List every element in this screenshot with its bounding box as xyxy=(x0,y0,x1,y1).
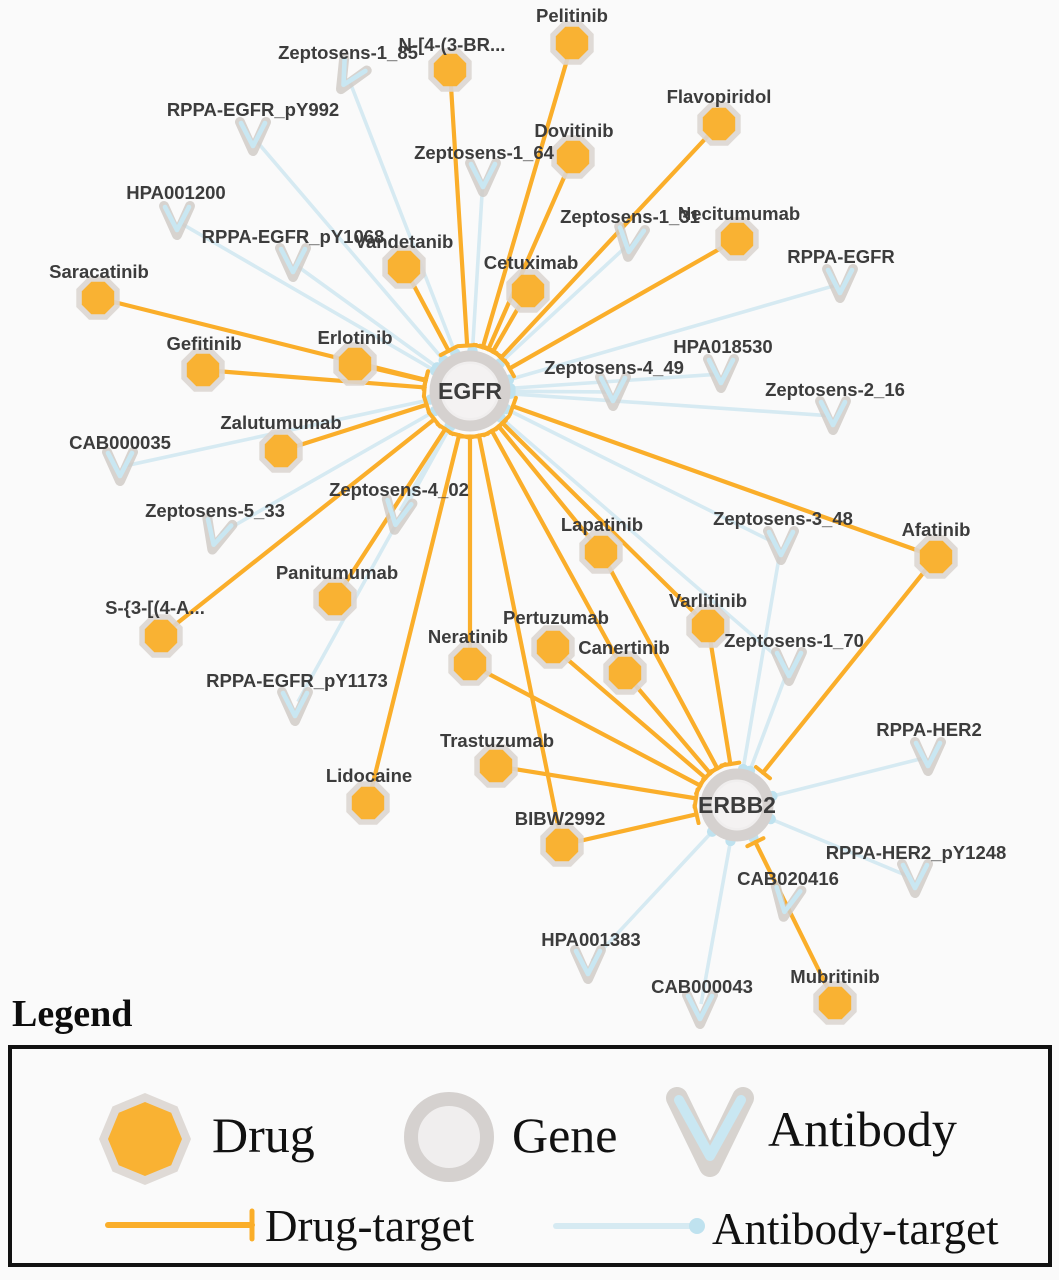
antibody-target-edge[interactable] xyxy=(510,391,607,392)
drug-node-S-{3-[(4-A...[interactable] xyxy=(139,614,182,657)
drug-octagon[interactable] xyxy=(82,282,114,314)
drug-node-Mubritinib[interactable] xyxy=(813,981,856,1024)
drug-node-label: Saracatinib xyxy=(49,261,149,282)
antibody-node-label: CAB000035 xyxy=(69,432,171,453)
drug-target-edge-tbar xyxy=(424,372,428,390)
drug-node-label: Lidocaine xyxy=(325,765,413,786)
drug-octagon[interactable] xyxy=(557,141,589,173)
gene-label: EGFR xyxy=(438,378,502,404)
antibody-node-label: RPPA-EGFR_pY1068 xyxy=(201,226,385,247)
drug-node-Lapatinib[interactable] xyxy=(579,530,622,573)
antibody-node-label: CAB020416 xyxy=(737,868,839,889)
gene-icon xyxy=(398,1086,500,1188)
antibody-node-Zeptosens-5_33[interactable] xyxy=(200,518,233,553)
drug-target-edge[interactable] xyxy=(496,766,696,798)
drug-node-label: BIBW2992 xyxy=(514,808,606,829)
drug-node-Dovitinib[interactable] xyxy=(551,135,594,178)
drug-target-edge[interactable] xyxy=(450,70,467,346)
drug-icon xyxy=(92,1086,198,1192)
drug-octagon[interactable] xyxy=(145,620,177,652)
drug-node-label: N-[4-(3-BR... xyxy=(398,34,506,55)
legend-gene-label: Gene xyxy=(512,1107,618,1163)
antibody-node-Zeptosens-1_64[interactable] xyxy=(470,163,496,192)
antibody-node-RPPA-HER2_pY1248[interactable] xyxy=(902,864,928,893)
drug-node-label: Trastuzumab xyxy=(439,730,555,751)
drug-node-Pertuzumab[interactable] xyxy=(531,625,574,668)
drug-node-label: Necitumumab xyxy=(677,203,801,224)
drug-node-label: Afatinib xyxy=(901,519,971,540)
antibody-icon xyxy=(663,1080,757,1182)
antibody-node-CAB000043[interactable] xyxy=(687,995,713,1024)
drug-octagon[interactable] xyxy=(721,223,753,255)
drug-node-label: Lapatinib xyxy=(560,514,644,535)
antibody-node-Zeptosens-1_70[interactable] xyxy=(776,652,802,681)
antibody-node-label: RPPA-EGFR_pY992 xyxy=(166,99,340,120)
drug-node-label: Dovitinib xyxy=(534,120,614,141)
drug-node-label: Pelitinib xyxy=(536,5,608,26)
drug-node-label: Erlotinib xyxy=(317,327,393,348)
legend-drug-label: Drug xyxy=(212,1107,315,1163)
antibody-node-label: Zeptosens-1_31 xyxy=(560,206,700,227)
drug-node-Panitumumab[interactable] xyxy=(313,577,356,620)
drug-node-label: Panitumumab xyxy=(275,562,399,583)
antibody-chevron-outline xyxy=(330,58,367,96)
antibody-node-RPPA-EGFR_pY1173[interactable] xyxy=(282,692,308,721)
drug-node-Saracatinib[interactable] xyxy=(76,276,119,319)
antibody-node-RPPA-EGFR_pY1068[interactable] xyxy=(280,248,306,277)
drug-node-label: Gefitinib xyxy=(166,333,242,354)
drug-node-label: Cetuximab xyxy=(483,252,579,273)
label-layer xyxy=(49,5,1006,997)
drug-octagon[interactable] xyxy=(352,787,384,819)
antibody-target-edge[interactable] xyxy=(772,758,922,796)
drug-octagon[interactable] xyxy=(480,750,512,782)
antibody-node-label: Zeptosens-1_64 xyxy=(414,142,554,163)
drug-octagon[interactable] xyxy=(388,251,420,283)
drug-node-BIBW2992[interactable] xyxy=(540,823,583,866)
drug-node-Pelitinib[interactable] xyxy=(550,21,593,64)
antibody-node-label: RPPA-HER2_pY1248 xyxy=(825,842,1007,863)
antibody-node-RPPA-HER2[interactable] xyxy=(915,742,941,771)
drug-octagon[interactable] xyxy=(920,541,952,573)
drug-octagon[interactable] xyxy=(585,536,617,568)
drug-node-label: Neratinib xyxy=(427,626,509,647)
drug-target-edge[interactable] xyxy=(763,557,936,773)
antibody-node-HPA001383[interactable] xyxy=(575,950,601,979)
drug-node-Cetuximab[interactable] xyxy=(506,269,549,312)
drug-node-label: Mubritinib xyxy=(790,966,880,987)
antibody-node-Zeptosens-2_16[interactable] xyxy=(820,401,846,430)
antibody-node-label: Zeptosens-5_33 xyxy=(145,500,285,521)
antibody-node-label: Zeptosens-4_49 xyxy=(544,357,684,378)
antibody-node-label: RPPA-EGFR xyxy=(787,246,895,267)
drug-node-label: Canertinib xyxy=(578,637,670,658)
gene-label: ERBB2 xyxy=(698,792,776,818)
drug-node-label: S-{3-[(4-A... xyxy=(105,597,205,618)
legend-antibody-label: Antibody xyxy=(768,1101,957,1157)
drug-octagon[interactable] xyxy=(819,987,851,1019)
drug-octagon[interactable] xyxy=(319,583,351,615)
drug-node-Zalutumumab[interactable] xyxy=(259,429,302,472)
drug-target-edge-tbar xyxy=(458,345,476,346)
antibody-chevron-outline xyxy=(200,518,233,553)
antibody-node-label: HPA001200 xyxy=(126,182,226,203)
drug-octagon[interactable] xyxy=(537,631,569,663)
antibody-node-label: Zeptosens-1_70 xyxy=(724,630,864,651)
drug-node-label: Pertuzumab xyxy=(503,607,609,628)
drug-octagon[interactable] xyxy=(339,348,371,380)
drug-node-Flavopiridol[interactable] xyxy=(697,102,740,145)
drug-target-edge-tbar xyxy=(470,434,488,438)
antibody-node-RPPA-EGFR[interactable] xyxy=(827,269,853,298)
legend-drug-target-label: Drug-target xyxy=(265,1201,475,1251)
drug-octagon[interactable] xyxy=(434,54,466,86)
antibody-node-label: Zeptosens-3_48 xyxy=(713,508,853,529)
antibody-node-label: CAB000043 xyxy=(651,976,753,997)
drug-node-label: Flavopiridol xyxy=(666,86,772,107)
drug-node-Neratinib[interactable] xyxy=(448,642,491,685)
antibody-node-HPA018530[interactable] xyxy=(708,359,734,388)
drug-node-label: Vandetanib xyxy=(354,231,454,252)
drug-octagon[interactable] xyxy=(454,648,486,680)
drug-octagon[interactable] xyxy=(265,435,297,467)
antibody-node-label: RPPA-HER2 xyxy=(876,719,982,740)
antibody-target-edge[interactable] xyxy=(472,184,482,351)
drug-node-label: Varlitinib xyxy=(668,590,748,611)
drug-octagon[interactable] xyxy=(692,610,724,642)
drug-node-label: Zalutumumab xyxy=(220,412,342,433)
antibody-node-label: Zeptosens-1_85 xyxy=(278,42,418,63)
antibody-node-label: HPA018530 xyxy=(673,336,773,357)
drug-target-edge-tbar xyxy=(721,763,739,766)
drug-octagon[interactable] xyxy=(512,275,544,307)
antibody-target-edge-icon xyxy=(548,1205,713,1247)
antibody-node-label: HPA001383 xyxy=(541,929,641,950)
antibody-node-Zeptosens-3_48[interactable] xyxy=(768,531,794,560)
drug-node-Lidocaine[interactable] xyxy=(346,781,389,824)
antibody-node-label: Zeptosens-4_02 xyxy=(329,479,469,500)
antibody-node-CAB000035[interactable] xyxy=(107,452,133,481)
antibody-node-Zeptosens-1_85[interactable] xyxy=(330,58,367,96)
drug-node-Erlotinib[interactable] xyxy=(333,342,376,385)
legend-title: Legend xyxy=(12,993,133,1035)
drug-node-Afatinib[interactable] xyxy=(914,535,957,578)
drug-octagon[interactable] xyxy=(546,829,578,861)
legend-antibody-target-label: Antibody-target xyxy=(712,1204,999,1254)
drug-node-Gefitinib[interactable] xyxy=(181,348,224,391)
antibody-node-HPA001200[interactable] xyxy=(164,206,190,235)
drug-octagon[interactable] xyxy=(609,657,641,689)
antibody-node-label: Zeptosens-2_16 xyxy=(765,379,905,400)
drug-octagon[interactable] xyxy=(187,354,219,386)
drug-target-edge-icon xyxy=(100,1204,265,1246)
antibody-node-label: RPPA-EGFR_pY1173 xyxy=(206,670,388,691)
drug-octagon[interactable] xyxy=(703,108,735,140)
drug-octagon[interactable] xyxy=(556,27,588,59)
